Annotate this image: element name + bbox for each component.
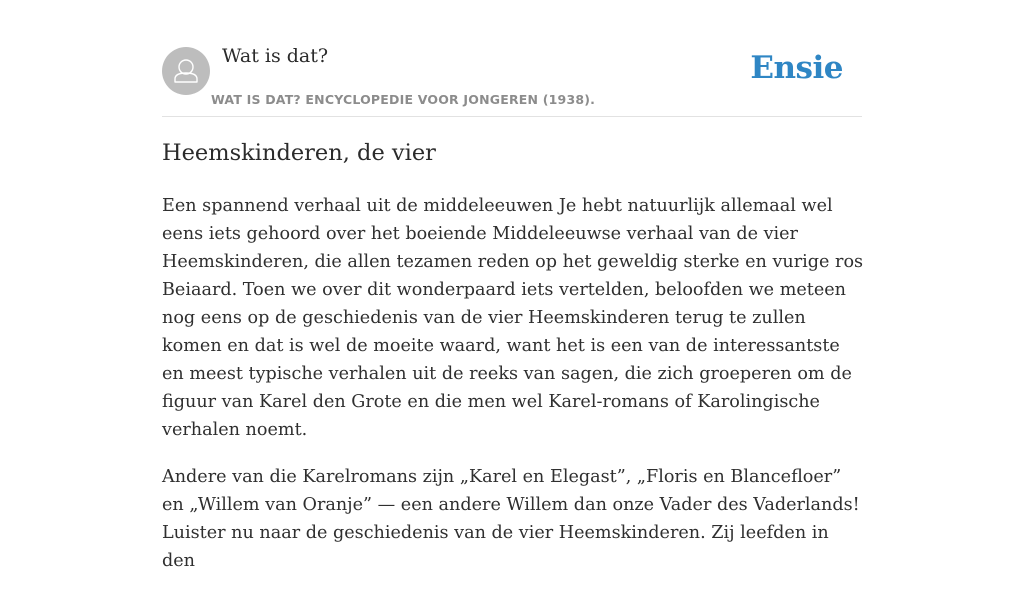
brand-logo[interactable]: Ensie — [750, 50, 843, 86]
paragraph: Andere van die Karelromans zijn „Karel en Elegast”, „Floris en Blancefloer” en „Willem van Oranje” — een andere Willem dan onze Vader des Vaderlands! Luister nu naar de geschiedenis van de vier Heemskinderen. Zij leefden in den — [162, 467, 860, 571]
source-title[interactable]: Wat is dat? — [222, 45, 329, 67]
article-body — [162, 192, 864, 594]
source-header — [162, 0, 862, 117]
source-avatar[interactable] — [162, 47, 210, 95]
paragraph: Een spannend verhaal uit de middeleeuwen Je hebt natuurlijk allemaal wel eens iets gehoord over het boeiende Middeleeuwse verhaal van de vier Heemskinderen, die allen tezamen reden op het geweldig sterke en vurige ros Beiaard. Toen we over dit wonderpaard iets vertelden, beloofden we meteen nog eens op de geschiedenis van de vier Heemskinderen terug te zullen komen en dat is wel de moeite waard, want het is een van de interessantste en meest typische verhalen uit de reeks van sagen, die zich groeperen om de figuur van Karel den Grote en die men wel Karel-romans of Karolingische verhalen noemt. — [162, 196, 864, 440]
article-title: Heemskinderen, de vier — [162, 140, 436, 166]
user-placeholder-icon — [162, 47, 210, 95]
source-subtitle: WAT IS DAT? ENCYCLOPEDIE VOOR JONGEREN (1938). — [211, 92, 596, 107]
article-page — [162, 0, 864, 571]
